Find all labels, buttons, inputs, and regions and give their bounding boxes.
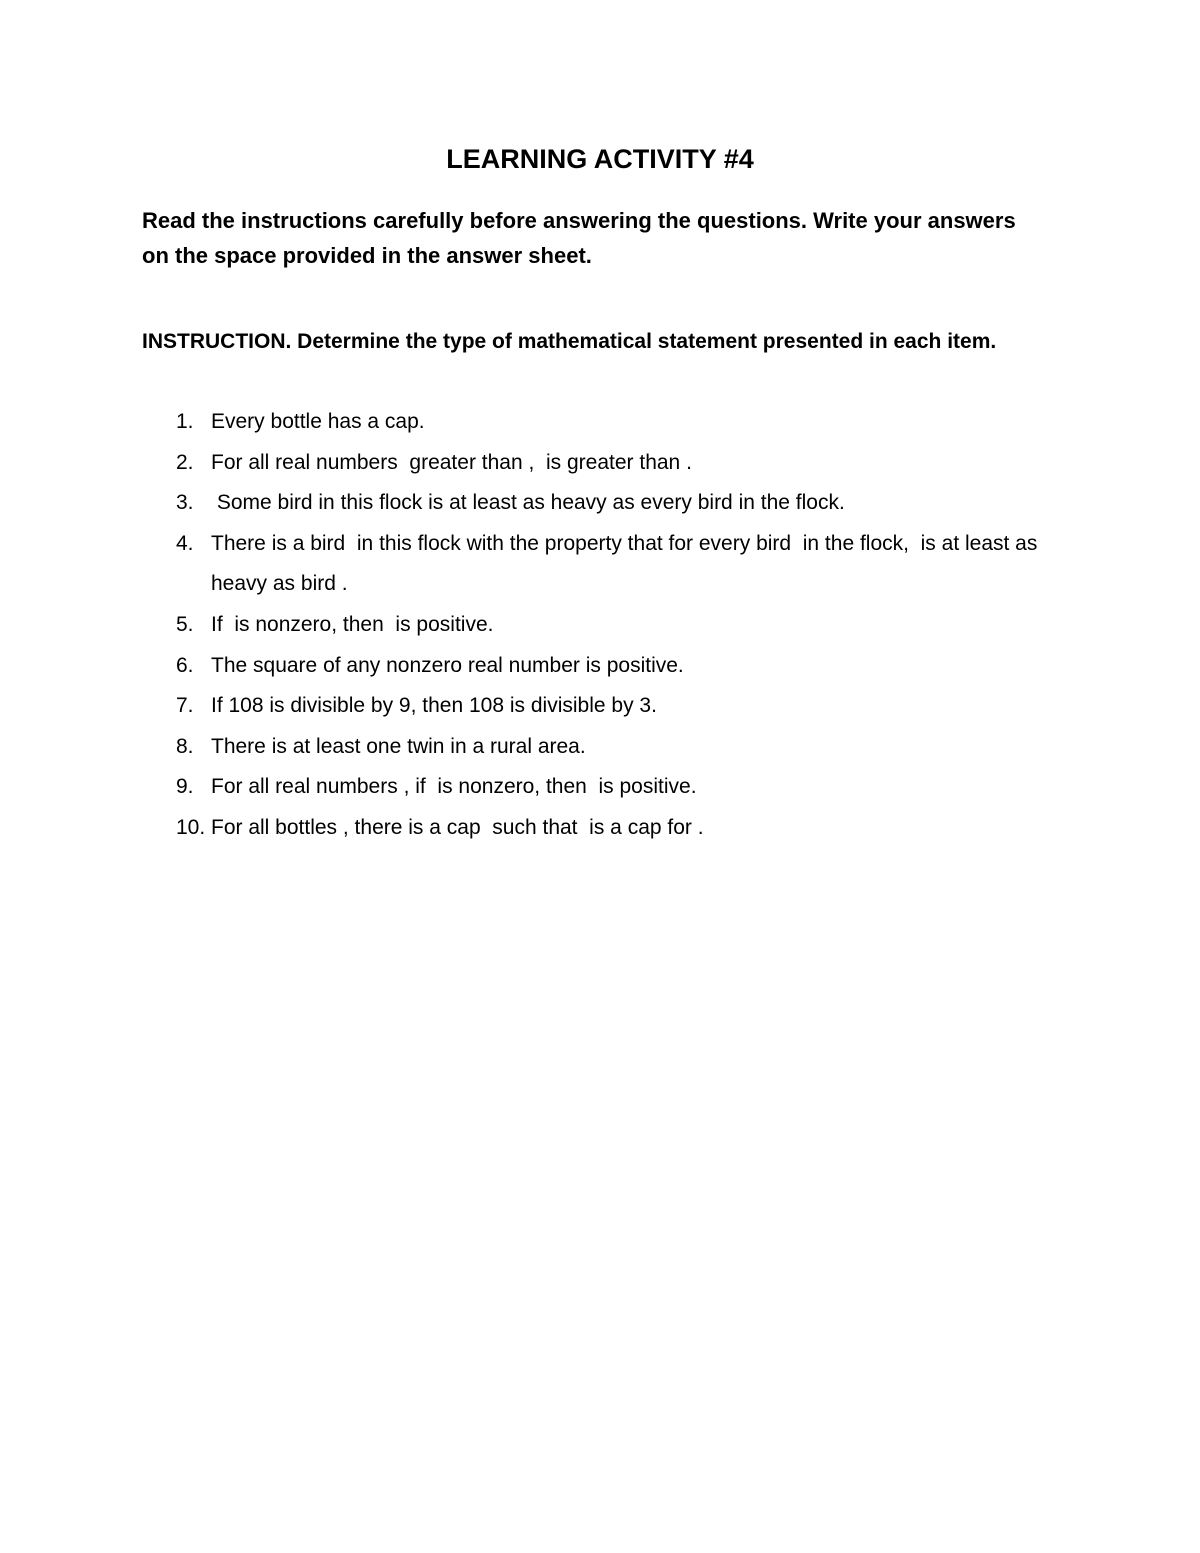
list-item bbox=[0, 646, 1200, 687]
item-number: 2. bbox=[176, 450, 194, 474]
intro-paragraph: Read the instructions carefully before answering the questions. Write your answers on the space provided in the answer sheet. bbox=[142, 208, 1016, 268]
item-number: 3. bbox=[176, 491, 194, 515]
instruction-paragraph: INSTRUCTION. Determine the type of mathematical statement presented in each item. bbox=[142, 330, 997, 353]
item-text: If 108 is divisible by 9, then 108 is divisible by 3. bbox=[211, 694, 657, 718]
item-text: For all real numbers greater than , is greater than . bbox=[211, 450, 692, 474]
item-number: 1. bbox=[176, 410, 194, 433]
item-text: Some bird in this flock is at least as heavy as every bird in the flock. bbox=[211, 491, 845, 515]
item-number: 9. bbox=[176, 775, 194, 799]
question-list bbox=[0, 402, 1200, 849]
item-text: The square of any nonzero real number is positive. bbox=[211, 653, 684, 677]
item-text: For all real numbers , if is nonzero, then is positive. bbox=[211, 775, 697, 799]
item-number: 4. bbox=[176, 531, 194, 555]
item-text: There is a bird in this flock with the property that for every bird in the flock, is at least as heavy as bird . bbox=[211, 531, 1044, 596]
page-title: LEARNING ACTIVITY #4 bbox=[446, 144, 754, 174]
item-number: 7. bbox=[176, 694, 194, 718]
item-text: For all bottles , there is a cap such that is a cap for . bbox=[211, 815, 704, 839]
item-number: 6. bbox=[176, 653, 194, 677]
item-number: 8. bbox=[176, 734, 194, 758]
list-item bbox=[0, 686, 1200, 727]
item-text: If is nonzero, then is positive. bbox=[211, 612, 494, 636]
item-text: Every bottle has a cap. bbox=[211, 410, 425, 433]
item-text: There is at least one twin in a rural area. bbox=[211, 734, 586, 758]
item-number: 5. bbox=[176, 612, 194, 636]
list-item bbox=[0, 727, 1200, 768]
list-item bbox=[0, 808, 1200, 849]
list-item bbox=[0, 524, 1200, 605]
list-item bbox=[0, 605, 1200, 646]
list-item bbox=[0, 443, 1200, 484]
list-item bbox=[0, 767, 1200, 808]
item-number: 10. bbox=[176, 815, 206, 839]
list-item bbox=[0, 483, 1200, 524]
list-item bbox=[0, 402, 1200, 443]
